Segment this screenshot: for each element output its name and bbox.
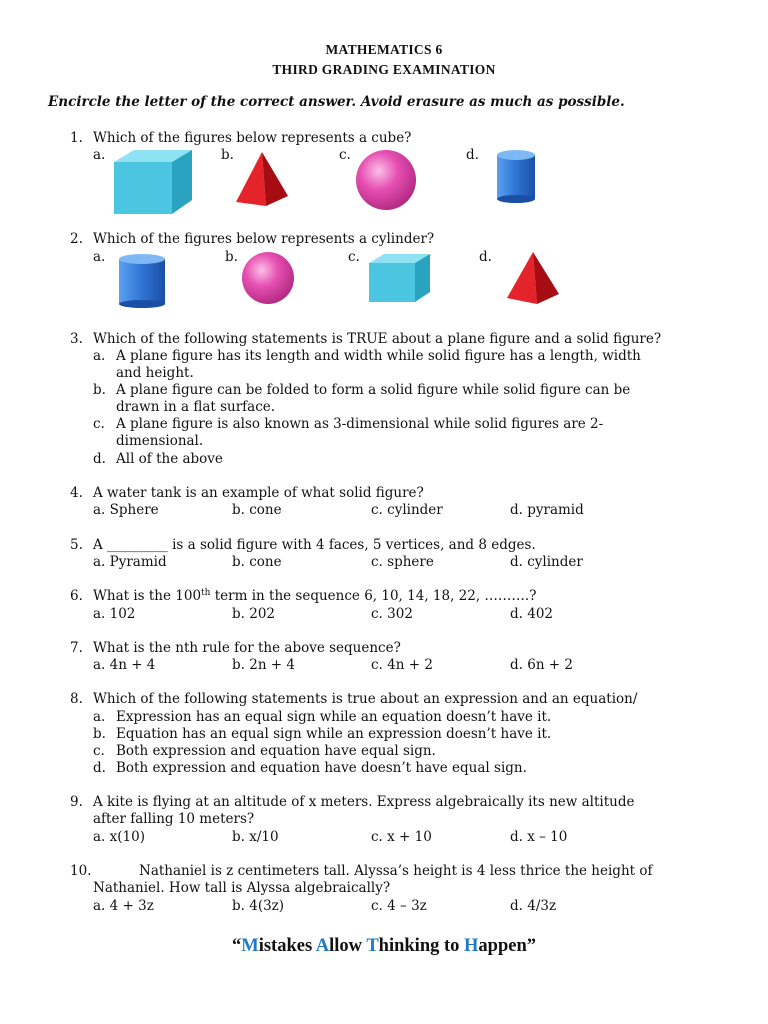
q3-option-b: A plane figure can be folded to form a solid figure while solid figure can be [116,382,631,398]
q9-text: A kite is flying at an altitude of x meters. Express algebraically its new altitude [93,794,635,810]
q9-option-b[interactable]: b. x/10 [232,829,279,845]
q8-letter-b[interactable]: b. [93,726,106,742]
pyramid-icon [505,250,561,306]
q7-option-b[interactable]: b. 2n + 4 [232,657,295,673]
q6-option-b[interactable]: b. 202 [232,606,275,622]
q3-number: 3. [70,331,83,347]
q9-text-cont: after falling 10 meters? [93,811,255,827]
q7-option-d[interactable]: d. 6n + 2 [510,657,573,673]
q1-letter-c[interactable]: c. [339,147,351,163]
q2-number: 2. [70,231,83,247]
q9-number: 9. [70,794,83,810]
q5-option-b[interactable]: b. cone [232,554,282,570]
q3-option-c-cont: dimensional. [116,433,204,449]
q6-option-c[interactable]: c. 302 [371,606,413,622]
q9-option-a[interactable]: a. x(10) [93,829,145,845]
q10-option-b[interactable]: b. 4(3z) [232,898,285,914]
q7-option-a[interactable]: a. 4n + 4 [93,657,156,673]
q10-text-cont: Nathaniel. How tall is Alyssa algebraically? [93,880,391,896]
q3-option-d: All of the above [116,451,223,467]
cube-icon [110,148,194,216]
q5-option-a[interactable]: a. Pyramid [93,554,167,570]
q8-option-b: Equation has an equal sign while an expression doesn’t have it. [116,726,552,742]
q10-number: 10. [70,863,92,879]
cylinder-icon [116,252,170,310]
q9-option-d[interactable]: d. x – 10 [510,829,568,845]
q10-option-a[interactable]: a. 4 + 3z [93,898,154,914]
instructions: Encircle the letter of the correct answer. Avoid erasure as much as possible. [48,94,625,110]
q3-letter-b[interactable]: b. [93,382,106,398]
q3-letter-a[interactable]: a. [93,348,106,364]
q8-letter-d[interactable]: d. [93,760,106,776]
q8-option-d: Both expression and equation have doesn’t have equal sign. [116,760,527,776]
q6-text: What is the 100th term in the sequence 6, 10, 14, 18, 22, ……….? [93,588,537,604]
q4-option-d[interactable]: d. pyramid [510,502,584,518]
q1-text: Which of the figures below represents a cube? [93,130,412,146]
sphere-icon [354,148,418,212]
q4-option-b[interactable]: b. cone [232,502,282,518]
q5-text: A _________ is a solid figure with 4 faces, 5 vertices, and 8 edges. [93,537,536,553]
q2-letter-b[interactable]: b. [225,249,238,265]
q3-letter-c[interactable]: c. [93,416,105,432]
q2-letter-a[interactable]: a. [93,249,106,265]
q5-number: 5. [70,537,83,553]
q8-text: Which of the following statements is true about an expression and an equation/ [93,691,638,707]
q4-text: A water tank is an example of what solid figure? [93,485,424,501]
q4-option-c[interactable]: c. cylinder [371,502,443,518]
q3-option-a: A plane figure has its length and width while solid figure has a length, width [116,348,641,364]
q4-number: 4. [70,485,83,501]
q7-option-c[interactable]: c. 4n + 2 [371,657,433,673]
q3-option-c: A plane figure is also known as 3-dimensional while solid figures are 2- [116,416,604,432]
pyramid-icon [234,150,290,208]
q8-number: 8. [70,691,83,707]
q6-option-a[interactable]: a. 102 [93,606,136,622]
q7-number: 7. [70,640,83,656]
q10-option-d[interactable]: d. 4/3z [510,898,557,914]
q6-number: 6. [70,588,83,604]
q5-option-c[interactable]: c. sphere [371,554,434,570]
q2-text: Which of the figures below represents a cylinder? [93,231,435,247]
motto-quote: “Mistakes Allow Thinking to Happen” [231,936,536,956]
q1-number: 1. [70,130,83,146]
exam-subject: MATHEMATICS 6 [325,42,443,57]
q8-option-a: Expression has an equal sign while an equation doesn’t have it. [116,709,552,725]
q7-text: What is the nth rule for the above sequence? [93,640,401,656]
q8-option-c: Both expression and equation have equal sign. [116,743,436,759]
q1-letter-a[interactable]: a. [93,147,106,163]
q2-letter-c[interactable]: c. [348,249,360,265]
cylinder-icon [494,148,540,204]
q8-letter-c[interactable]: c. [93,743,105,759]
q1-letter-d[interactable]: d. [466,147,479,163]
q10-text: Nathaniel is z centimeters tall. Alyssa’s height is 4 less thrice the height of [139,863,653,879]
q2-letter-d[interactable]: d. [479,249,492,265]
q5-option-d[interactable]: d. cylinder [510,554,583,570]
cube-icon [366,252,432,304]
q3-option-a-cont: and height. [116,365,194,381]
q3-letter-d[interactable]: d. [93,451,106,467]
q9-option-c[interactable]: c. x + 10 [371,829,432,845]
q3-text: Which of the following statements is TRUE about a plane figure and a solid figure? [93,331,662,347]
q4-option-a[interactable]: a. Sphere [93,502,159,518]
q6-option-d[interactable]: d. 402 [510,606,553,622]
sphere-icon [240,250,296,306]
exam-title: THIRD GRADING EXAMINATION [272,62,496,77]
q3-option-b-cont: drawn in a flat surface. [116,399,276,415]
q8-letter-a[interactable]: a. [93,709,106,725]
q1-letter-b[interactable]: b. [221,147,234,163]
q10-option-c[interactable]: c. 4 – 3z [371,898,427,914]
